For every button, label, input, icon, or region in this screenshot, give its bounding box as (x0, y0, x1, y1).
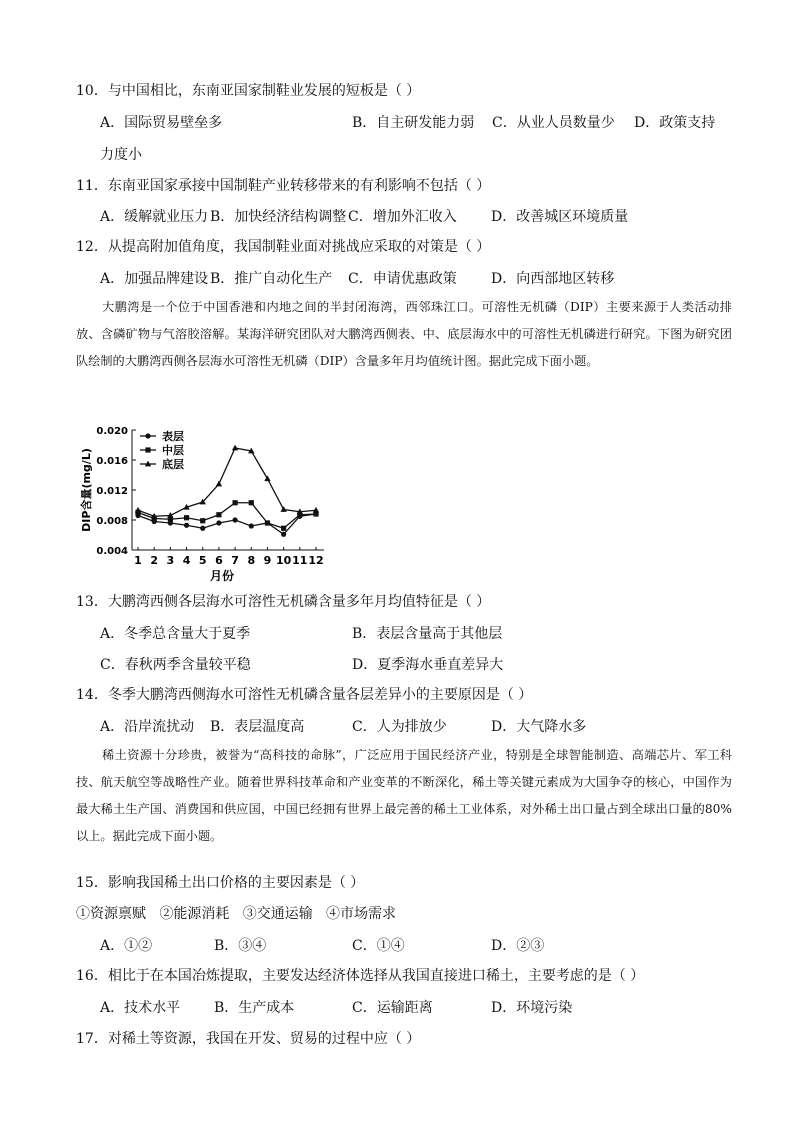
q13-stem: 13．大鹏湾西侧各层海水可溶性无机磷含量多年月均值特征是（ ） (76, 594, 491, 610)
series-point-1 (232, 517, 237, 522)
x-tick-label: 3 (166, 554, 175, 567)
y-tick-label: 0.012 (96, 486, 128, 497)
q12-option-c: C．申请优惠政策 (348, 271, 457, 287)
q14-stem: 14．冬季大鹏湾西侧海水可溶性无机磷含量各层差异小的主要原因是（ ） (76, 687, 533, 703)
q14-option-c: C．人为排放少 (352, 719, 447, 735)
q13-option-c: C．春秋两季含量较平稳 (100, 657, 251, 673)
q14-option-a: A．沿岸流扰动 (100, 719, 195, 735)
series-point-3 (135, 507, 141, 513)
q15-option-d: D．②③ (491, 938, 545, 954)
q10-option-d-continued: 力度小 (100, 147, 142, 163)
q11-option-c: C．增加外汇收入 (348, 209, 457, 225)
q15-option-b: B．③④ (214, 938, 267, 954)
q12-stem: 12．从提高附加值角度，我国制鞋业面对挑战应采取的对策是（ ） (76, 239, 491, 255)
q13-option-d: D．夏季海水垂直差异大 (352, 657, 504, 673)
x-tick-label: 12 (308, 554, 324, 567)
x-tick-label: 4 (182, 554, 191, 567)
series-point-1 (281, 532, 286, 537)
q12-option-a: A．加强品牌建设 (100, 271, 209, 287)
q17-stem: 17．对稀土等资源，我国在开发、贸易的过程中应（ ） (76, 1031, 421, 1047)
series-point-2 (249, 500, 254, 505)
q10-option-d: D．政策支持 (634, 115, 716, 131)
series-point-1 (249, 523, 254, 528)
q11-option-d: D．改善城区环境质量 (491, 209, 629, 225)
series-point-3 (280, 506, 286, 512)
y-tick-label: 0.004 (96, 546, 128, 557)
series-point-3 (313, 507, 319, 513)
legend-marker (145, 433, 150, 438)
y-tick-label: 0.016 (96, 456, 128, 467)
q10-stem: 10．与中国相比，东南亚国家制鞋业发展的短板是（ ） (76, 83, 421, 99)
q16-option-b: B．生产成本 (214, 1000, 295, 1016)
series-point-3 (216, 481, 222, 487)
x-tick-label: 1 (134, 554, 142, 567)
x-axis-label: 月份 (209, 569, 235, 583)
series-point-2 (184, 515, 189, 520)
dip-line-chart (76, 418, 336, 586)
chart-axes (132, 430, 324, 550)
q14-option-b: B．表层温度高 (210, 719, 305, 735)
y-tick-label: 0.008 (96, 516, 128, 527)
y-axis-label: DIP含量(mg/L) (80, 448, 93, 532)
q16-option-d: D．环境污染 (491, 1000, 573, 1016)
y-tick-label: 0.020 (96, 426, 128, 437)
q16-option-c: C．运输距离 (352, 1000, 433, 1016)
q10-option-b: B．自主研发能力弱 (352, 115, 475, 131)
q16-stem: 16．相比于在本国冶炼提取，主要发达经济体选择从我国直接进口稀土，主要考虑的是（ ） (76, 968, 645, 984)
q10-option-c: C．从业人员数量少 (492, 115, 615, 131)
x-tick-label: 5 (198, 554, 207, 567)
series-point-1 (184, 523, 189, 528)
legend-marker (145, 447, 150, 452)
x-tick-label: 7 (231, 554, 239, 567)
series-point-2 (200, 518, 205, 523)
q12-option-b: B．推广自动化生产 (210, 271, 333, 287)
q12-option-d: D．向西部地区转移 (491, 271, 615, 287)
x-tick-label: 8 (247, 554, 256, 567)
legend-label: 表层 (162, 430, 184, 443)
q11-stem: 11．东南亚国家承接中国制鞋产业转移带来的有利影响不包括（ ） (76, 178, 491, 194)
q11-option-a: A．缓解就业压力 (100, 209, 209, 225)
series-point-3 (232, 445, 238, 451)
x-tick-label: 9 (263, 554, 272, 567)
passage-rare-earth: 稀土资源十分珍贵，被誉为“高科技的命脉”，广泛应用于国民经济产业，特别是全球智能制造、高端芯片、军工科技、航天航空等战略性产业。随着世界科技革命和产业变革的不断深化，稀土等关键元素成为大国争夺的核心，中国作为最大稀土生产国、消费国和供应国，中国已经拥有世界上最完善的稀土工业体系，对外稀土出口量占到全球出口量的80%以上。据此完成下面小题。 (76, 748, 732, 843)
q13-option-a: A．冬季总含量大于夏季 (100, 626, 251, 642)
series-point-2 (232, 500, 237, 505)
series-point-1 (216, 520, 221, 525)
q13-option-b: B．表层含量高于其他层 (352, 626, 503, 642)
q10-option-a: A．国际贸易壁垒多 (100, 115, 223, 131)
x-tick-label: 11 (292, 554, 308, 567)
q15-option-c: C．①④ (352, 938, 405, 954)
q15-stem: 15．影响我国稀土出口价格的主要因素是（ ） (76, 875, 365, 891)
series-point-1 (200, 526, 205, 531)
q11-option-b: B．加快经济结构调整 (210, 209, 347, 225)
q15-items: ①资源禀赋 ②能源消耗 ③交通运输 ④市场需求 (76, 906, 397, 922)
x-tick-label: 10 (275, 554, 292, 567)
passage-dapeng-bay: 大鹏湾是一个位于中国香港和内地之间的半封闭海湾，西邻珠江口。可溶性无机磷（DIP）主要来源于人类活动排放、含磷矿物与气溶胶溶解。某海洋研究团队对大鹏湾西侧表、中、底层海水中的可溶性无机磷进行研究。下图为研究团队绘制的大鹏湾西侧各层海水可溶性无机磷（DIP）含量多年月均值统计图。据此完成下面小题。 (76, 300, 732, 368)
series-point-2 (216, 512, 221, 517)
series-point-3 (264, 475, 270, 481)
legend-label: 底层 (162, 458, 184, 471)
q15-option-a: A．①② (100, 938, 153, 954)
series-point-2 (265, 520, 270, 525)
legend-label: 中层 (162, 444, 184, 457)
q14-option-d: D．大气降水多 (491, 719, 587, 735)
series-point-2 (281, 526, 286, 531)
x-tick-label: 6 (215, 554, 223, 567)
q16-option-a: A．技术水平 (100, 1000, 181, 1016)
x-tick-label: 2 (150, 554, 159, 567)
